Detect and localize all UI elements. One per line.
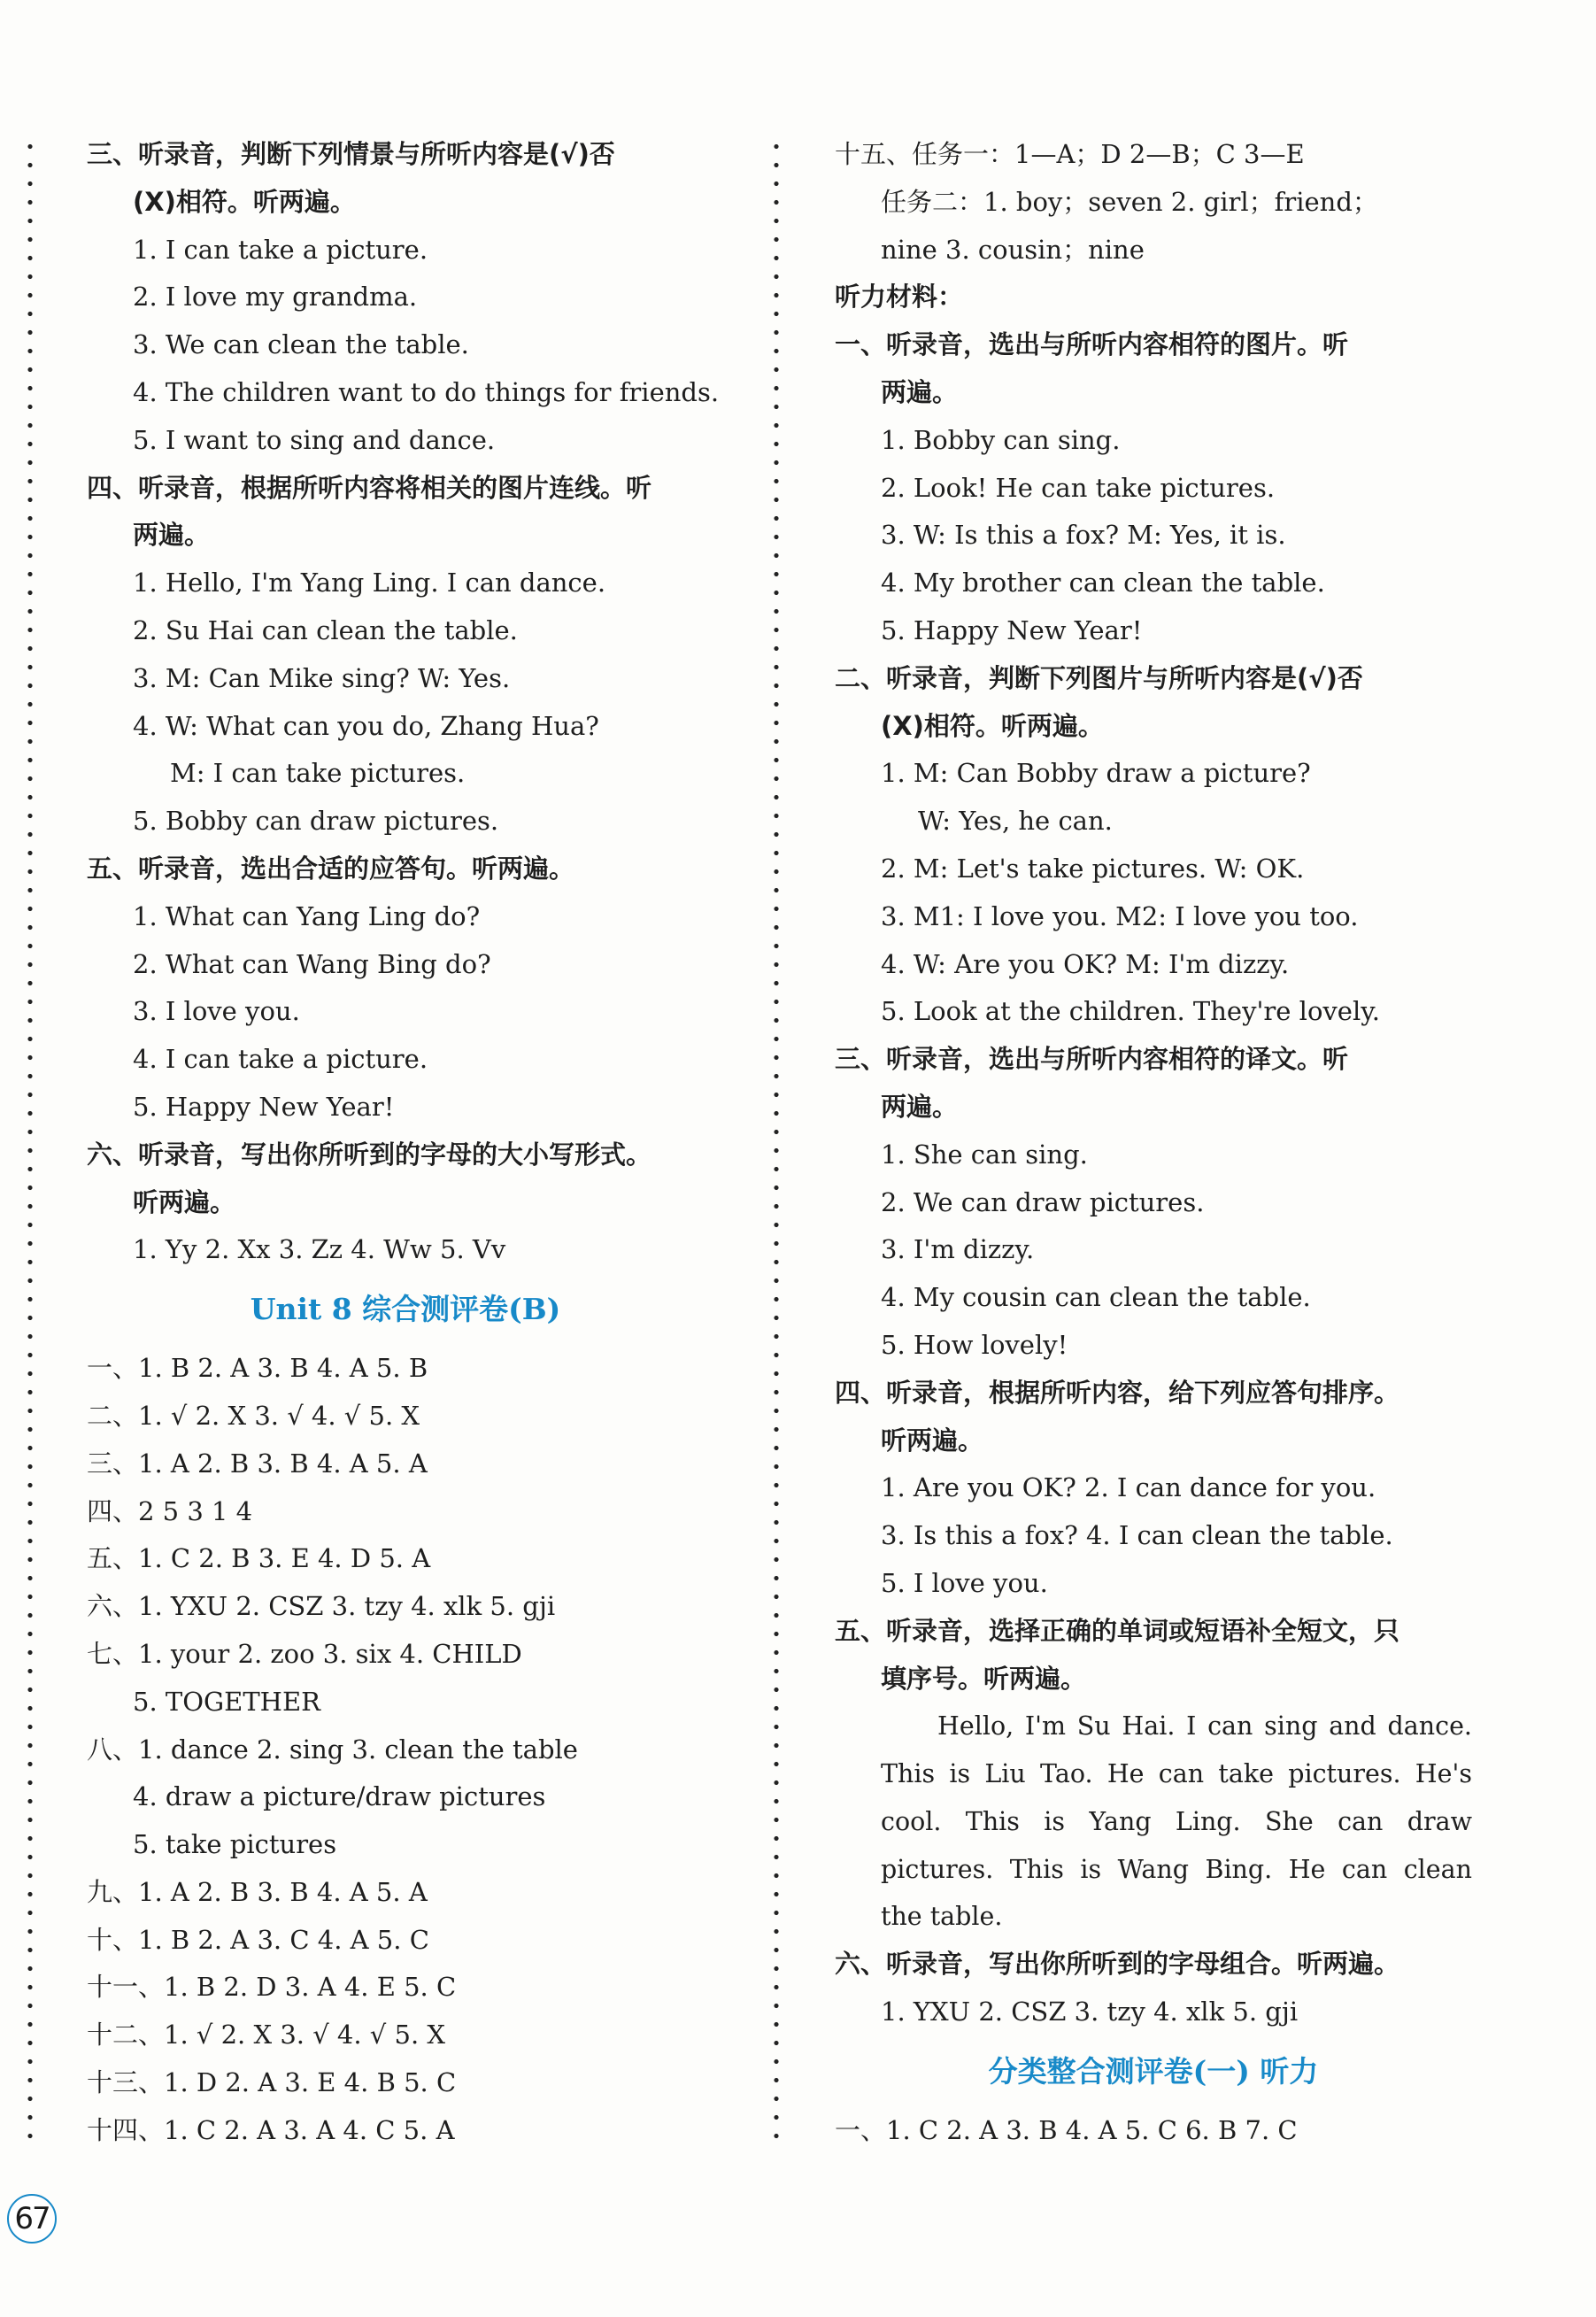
list-item: 5. I want to sing and dance. xyxy=(133,424,496,455)
list-item: 1. Bobby can sing. xyxy=(881,424,1121,455)
list-item: 3. Is this a fox? 4. I can clean the table. xyxy=(881,1520,1393,1551)
answer-line: 九、1. A 2. B 3. B 4. A 5. A xyxy=(87,1876,428,1907)
section-heading: 三、听录音，判断下列情景与所听内容是(√)否 xyxy=(87,139,615,169)
passage-line: This is Liu Tao. He can take pictures. He's xyxy=(881,1759,1472,1789)
answer-line: 1. Yy 2. Xx 3. Zz 4. Ww 5. Vv xyxy=(133,1234,506,1265)
list-item: 5. Happy New Year! xyxy=(133,1091,395,1122)
list-item: 4. My brother can clean the table. xyxy=(881,568,1325,599)
section-heading-cont: 两遍。 xyxy=(881,376,959,407)
answer-line-cont: nine 3. cousin；nine xyxy=(881,234,1145,265)
left-dotted-rule xyxy=(27,137,34,2147)
answer-line: 二、1. √ 2. X 3. √ 4. √ 5. X xyxy=(87,1400,420,1431)
list-item: 2. We can draw pictures. xyxy=(881,1186,1205,1217)
list-item: 4. The children want to do things for friends. xyxy=(133,376,720,407)
passage-line: the table. xyxy=(881,1902,1003,1932)
list-item: 4. My cousin can clean the table. xyxy=(881,1282,1311,1313)
page-number: 67 xyxy=(7,2194,57,2244)
list-item: 1. M: Can Bobby draw a picture? xyxy=(881,758,1311,789)
passage-line: Hello, I'm Su Hai. I can sing and dance. xyxy=(937,1711,1472,1742)
answer-line: 1. YXU 2. CSZ 3. tzy 4. xlk 5. gji xyxy=(881,1996,1299,2027)
list-item: 2. What can Wang Bing do? xyxy=(133,948,491,979)
answer-line-cont: 任务二：1. boy；seven 2. girl；friend； xyxy=(881,186,1378,217)
section-heading: 四、听录音，根据所听内容，给下列应答句排序。 xyxy=(835,1377,1400,1408)
section-heading-cont: 两遍。 xyxy=(133,520,211,551)
answer-line: 一、1. C 2. A 3. B 4. A 5. C 6. B 7. C xyxy=(835,2114,1298,2145)
left-column xyxy=(87,131,724,2155)
right-column xyxy=(835,131,1472,2155)
unit-title: Unit 8 综合测评卷(B) xyxy=(250,1292,561,1327)
list-item-cont: W: Yes, he can. xyxy=(918,806,1113,837)
list-item: 5. How lovely! xyxy=(881,1329,1068,1360)
section-heading-cont: (X)相符。听两遍。 xyxy=(133,186,356,217)
answer-line: 十一、1. B 2. D 3. A 4. E 5. C xyxy=(87,1972,457,2003)
list-item-cont: M: I can take pictures. xyxy=(170,758,466,789)
answer-line: 十二、1. √ 2. X 3. √ 4. √ 5. X xyxy=(87,2020,446,2051)
answer-line: 七、1. your 2. zoo 3. six 4. CHILD xyxy=(87,1638,522,1669)
list-item: 3. M1: I love you. M2: I love you too. xyxy=(881,900,1359,931)
list-item: 3. We can clean the table. xyxy=(133,329,469,360)
list-item: 2. Su Hai can clean the table. xyxy=(133,614,518,645)
list-item: 1. What can Yang Ling do? xyxy=(133,900,481,931)
section-heading: 一、听录音，选出与所听内容相符的图片。听 xyxy=(835,329,1349,360)
list-item: 4. I can take a picture. xyxy=(133,1044,428,1075)
answer-line-cont: 4. draw a picture/draw pictures xyxy=(133,1781,546,1812)
answer-line: 八、1. dance 2. sing 3. clean the table xyxy=(87,1734,578,1765)
section-heading: 二、听录音，判断下列图片与所听内容是(√)否 xyxy=(835,662,1363,693)
section-heading-cont: 听两遍。 xyxy=(881,1425,984,1456)
section-heading: 六、听录音，写出你所听到的字母组合。听两遍。 xyxy=(835,1949,1400,1980)
list-item: 2. I love my grandma. xyxy=(133,282,418,313)
section-heading: 四、听录音，根据所听内容将相关的图片连线。听 xyxy=(87,472,652,503)
answer-line: 十五、任务一：1—A；D 2—B；C 3—E xyxy=(835,139,1305,169)
list-item: 1. I can take a picture. xyxy=(133,234,428,265)
list-item: 5. Bobby can draw pictures. xyxy=(133,806,499,837)
section-heading-cont: 填序号。听两遍。 xyxy=(881,1663,1087,1694)
section-heading: 五、听录音，选出合适的应答句。听两遍。 xyxy=(87,853,575,884)
list-item: 3. I'm dizzy. xyxy=(881,1234,1035,1265)
answer-line: 十四、1. C 2. A 3. A 4. C 5. A xyxy=(87,2114,455,2145)
section-heading: 三、听录音，选出与所听内容相符的译文。听 xyxy=(835,1044,1349,1075)
answer-line-cont: 5. TOGETHER xyxy=(133,1686,320,1717)
list-item: 2. M: Let's take pictures. W: OK. xyxy=(881,853,1305,884)
answer-line: 一、1. B 2. A 3. B 4. A 5. B xyxy=(87,1353,428,1384)
section-heading-cont: 两遍。 xyxy=(881,1091,959,1122)
section-heading-cont: 听两遍。 xyxy=(133,1186,236,1217)
list-item: 4. W: Are you OK? M: I'm dizzy. xyxy=(881,948,1290,979)
list-item: 1. Are you OK? 2. I can dance for you. xyxy=(881,1472,1376,1503)
section-heading-cont: (X)相符。听两遍。 xyxy=(881,710,1104,741)
answer-line: 十三、1. D 2. A 3. E 4. B 5. C xyxy=(87,2067,457,2098)
list-item: 3. W: Is this a fox? M: Yes, it is. xyxy=(881,520,1286,551)
section-heading: 六、听录音，写出你所听到的字母的大小写形式。 xyxy=(87,1139,652,1170)
list-item: 2. Look! He can take pictures. xyxy=(881,472,1276,503)
list-item: 4. W: What can you do, Zhang Hua? xyxy=(133,710,599,741)
answer-line: 五、1. C 2. B 3. E 4. D 5. A xyxy=(87,1543,431,1574)
passage-line: pictures. This is Wang Bing. He can clean xyxy=(881,1854,1472,1884)
answer-line: 六、1. YXU 2. CSZ 3. tzy 4. xlk 5. gji xyxy=(87,1591,556,1622)
list-item: 3. M: Can Mike sing? W: Yes. xyxy=(133,662,511,693)
answer-line-cont: 5. take pictures xyxy=(133,1829,337,1860)
middle-dotted-rule xyxy=(773,137,780,2147)
material-label: 听力材料： xyxy=(835,282,964,313)
passage-line: cool. This is Yang Ling. She can draw xyxy=(881,1806,1472,1836)
list-item: 5. Happy New Year! xyxy=(881,614,1143,645)
answer-line: 十、1. B 2. A 3. C 4. A 5. C xyxy=(87,1924,429,1955)
list-item: 5. Look at the children. They're lovely. xyxy=(881,996,1380,1027)
section-heading: 五、听录音，选择正确的单词或短语补全短文，只 xyxy=(835,1615,1400,1646)
section-title: 分类整合测评卷(一) 听力 xyxy=(988,2053,1319,2089)
list-item: 5. I love you. xyxy=(881,1567,1048,1598)
answer-line: 四、2 5 3 1 4 xyxy=(87,1495,253,1526)
answer-line: 三、1. A 2. B 3. B 4. A 5. A xyxy=(87,1448,428,1479)
list-item: 1. Hello, I'm Yang Ling. I can dance. xyxy=(133,568,606,599)
list-item: 3. I love you. xyxy=(133,996,300,1027)
list-item: 1. She can sing. xyxy=(881,1139,1088,1170)
